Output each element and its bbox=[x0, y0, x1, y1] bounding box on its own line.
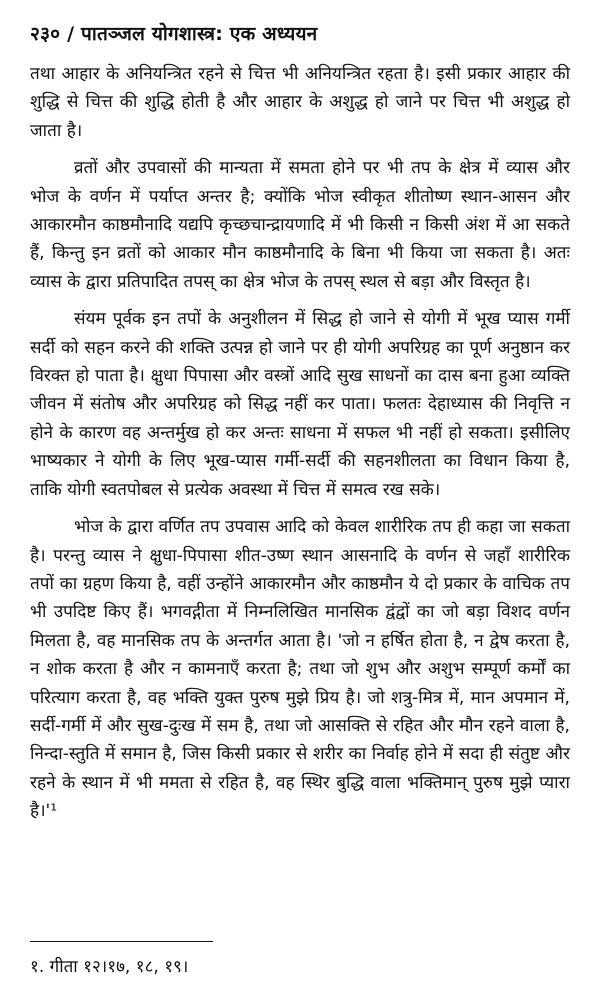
book-title: पातञ्जल योगशास्त्र: एक अध्ययन bbox=[81, 23, 318, 45]
paragraph-1: तथा आहार के अनियन्त्रित रहने से चित्त भी अनियन्त्रित रहता है। इसी प्रकार आहार की शुद्धि से चित्त की शुद्धि होती है और आहार के अशुद्ध हो जाने पर चित्त भी अशुद्ध हो जाता है। bbox=[30, 64, 570, 141]
footnote: १. गीता १२।१७, १८, १९। bbox=[30, 957, 189, 977]
page-number: २३० bbox=[30, 23, 61, 45]
paragraph-2: व्रतों और उपवासों की मान्यता में समता होने पर भी तप के क्षेत्र में व्यास और भोज के वर्णन में पर्याप्त अन्तर है; क्योंकि भोज स्वीकृत शीतोष्ण स्थान-आसन और आकारमौन काष्ठमौनादि यद्यपि कृच्छचान्द्रायणादि में भी किसी न किसी अंश में आ सकते हैं, किन्तु इन व्रतों को आकार मौन काष्ठमौनादि के बिना भी किया जा सकता है। अतः व्यास के द्वारा प्रतिपादित तपस् का क्षेत्र भोज के तपस् स्थल से बड़ा और विस्तृत है। bbox=[30, 158, 571, 292]
body-text bbox=[30, 60, 570, 826]
running-header bbox=[30, 20, 570, 46]
footnote-rule bbox=[30, 941, 213, 942]
paragraph-3: संयम पूर्वक इन तपों के अनुशीलन में सिद्ध हो जाने से योगी में भूख प्यास गर्मी सर्दी को सहन करने की शक्ति उत्पन्न हो जाने पर ही योगी अपरिग्रह का पूर्ण अनुष्ठान कर विरक्त हो पाता है। क्षुधा पिपासा और वस्त्रों आदि सुख साधनों का दास बना हुआ व्यक्ति जीवन में संतोष और अपरिग्रह को सिद्ध नहीं कर पाता। फलतः देहाध्यास की निवृत्ति न होने के कारण वह अन्तर्मुख हो कर अन्तः साधना में सफल भी नहीं हो सकता। इसीलिए भाष्यकार ने योगी के लिए भूख-प्यास गर्मी-सर्दी की सहनशीलता का विधान किया है, ताकि योगी स्वतपोबल से प्रत्येक अवस्था में चित्त में समत्व रख सके। bbox=[30, 309, 570, 500]
paragraph-4: भोज के द्वारा वर्णित तप उपवास आदि को केवल शारीरिक तप ही कहा जा सकता है। परन्तु व्यास ने क्षुधा-पिपासा शीत-उष्ण स्थान आसनादि के वर्णन से जहाँ शारीरिक तपों का ग्रहण किया है, वहीं उन्होंने आकारमौन और काष्ठमौन ये दो प्रकार के वाचिक तप भी उपदिष्ट किए हैं। भगवद्गीता में निम्नलिखित मानसिक द्वंद्वों का जो बड़ा विशद वर्णन मिलता है, वह मानसिक तप के अन्तर्गत आता है। 'जो न हर्षित होता है, न द्वेष करता है, न शोक करता है और न कामनाएँ करता है; तथा जो शुभ और अशुभ सम्पूर्ण कर्मों का परित्याग करता है, वह भक्ति युक्त पुरुष मुझे प्रिय है। जो शत्रु-मित्र में, मान अपमान में, सर्दी-गर्मी में और सुख-दुःख में सम है, तथा जो आसक्ति से रहित और मौन रहने वाला है, निन्दा-स्तुति में समान है, जिस किसी प्रकार से शरीर का निर्वाह होने में सदा ही संतुष्ट और रहने के स्थान में भी ममता से रहित है, वह स्थिर बुद्धि वाला भक्तिमान् पुरुष मुझे प्यारा है।'¹ bbox=[30, 517, 570, 822]
header-separator: / bbox=[67, 23, 75, 45]
